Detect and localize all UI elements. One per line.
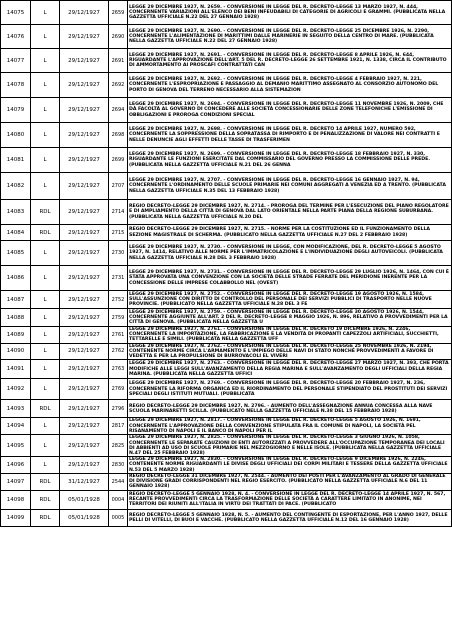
table-row xyxy=(1,148,452,173)
act-date: 29/12/1927 xyxy=(60,400,109,418)
act-date: 29/12/1927 xyxy=(60,418,109,435)
act-date: 29/12/1927 xyxy=(60,343,109,360)
table-row xyxy=(1,73,452,98)
act-description: LEGGE 29 DICEMBRE 1927, N. 2759. - CONVERSIONE IN LEGGE DEL R. DECRETO-LEGGE 30 AGOSTO 1926, N. 1544, CONCERNENTE AGGIUNTE ALL'ART. 2 DEL R. DECRETO-LEGGE 8 MAGGIO 1926, N. 896, RELATIVO A PROVVEDIMENTI PER LA CITTÀ DI GENOVA. (PUBBLICATA NELLA GAZZETTA U xyxy=(128,309,452,327)
act-date: 29/12/1927 xyxy=(60,173,109,200)
record-number: 14097 xyxy=(1,473,31,490)
act-type: RDL xyxy=(31,200,60,225)
act-date: 29/12/1927 xyxy=(60,25,109,49)
act-date: 29/12/1927 xyxy=(60,266,109,291)
record-number: 14093 xyxy=(1,400,31,418)
act-type: L xyxy=(31,309,60,327)
act-date: 29/12/1927 xyxy=(60,457,109,474)
record-number: 14078 xyxy=(1,73,31,98)
record-number: 14077 xyxy=(1,49,31,73)
act-number: 2715 xyxy=(109,225,128,241)
act-date: 29/12/1927 xyxy=(60,73,109,98)
act-type: L xyxy=(31,25,60,49)
act-type: L xyxy=(31,98,60,123)
act-description: LEGGE 29 DICEMBRE 1927, N. 2730. - CONVERSIONE IN LEGGE, CON MODIFICAZIONE, DEL R. DECRETO-LEGGE 5 AGOSTO 1927, N. 1414, RELATIVO ALLE NORME PER L'IMMATRICOLAZIONE E L'INDIVIDUAZIONE DEGLI AUTOVEICOLI. (PUBBLICATA NELLA GAZZETTA UFFICIALE N.28 DEL 3 FEBBRAIO 1928) xyxy=(128,241,452,266)
act-description: LEGGE 29 DICEMBRE 1927, N. 2694. - CONVERSIONE IN LEGGE DEL R. DECRETO-LEGGE 11 NOVEMBRE 1926, N. 2009, CHE DÀ FACOLTÀ AL GOVERNO DI CONCEDERE ALLE SOCIETÀ CONCESSIONARIE DELLE ZONE TELEFONICHE L'EMISSIONE DI OBBLIGAZIONI E PROROGA CONDIZIONI SPECIAL xyxy=(128,98,452,123)
act-number: 2659 xyxy=(109,1,128,25)
record-number: 14084 xyxy=(1,225,31,241)
act-type: L xyxy=(31,327,60,344)
record-number: 14091 xyxy=(1,360,31,379)
act-description: REGIO DECRETO-LEGGE 5 GENNAIO 1928, N. 4. - CONVERSIONE IN LEGGE DEL R. DECRETO-LEGGE 14 APRILE 1927, N. 567, RECANTE PROVVEDIMENTI CIRCA LA TRASFORMAZIONE DELLE SOCIETÀ A CARATTERE LIMITATO IN ANONIME, NEI TERRITORI DEI RIUNITI ALL'ITALIA IN VIRTÙ DEI TRATTATI DI PACE. (PUBBLICATO xyxy=(128,490,452,509)
record-number: 14089 xyxy=(1,327,31,344)
record-number: 14088 xyxy=(1,309,31,327)
act-date: 29/12/1927 xyxy=(60,360,109,379)
act-description: LEGGE 29 DICEMBRE 1927, N. 2692. - CONVERSIONE IN LEGGE DEL R. DECRETO-LEGGE 4 FEBBRAIO 1927, N. 221, CONCERNENTE L'ESPROPRIAZIONE E PASSAGGIO AL DEMANIO MARITTIMO ASSEGNATO AL CONSORZIO AUTONOMO DEL PORTO DI GENOVA DEL TERRENO NECESSARIO ALLA SISTEMAZION xyxy=(128,73,452,98)
act-type: L xyxy=(31,123,60,148)
record-number: 14085 xyxy=(1,241,31,266)
act-type: L xyxy=(31,435,60,457)
table-row xyxy=(1,173,452,200)
act-number: 2730 xyxy=(109,241,128,266)
act-type: L xyxy=(31,360,60,379)
record-number: 14075 xyxy=(1,1,31,25)
act-number: 0005 xyxy=(109,509,128,526)
act-type: RDL xyxy=(31,400,60,418)
act-type: L xyxy=(31,343,60,360)
act-type: RDL xyxy=(31,225,60,241)
act-number: 2691 xyxy=(109,49,128,73)
act-type: L xyxy=(31,241,60,266)
act-number: 2817 xyxy=(109,418,128,435)
table-row xyxy=(1,435,452,457)
act-number: 2759 xyxy=(109,309,128,327)
record-number: 14081 xyxy=(1,148,31,173)
act-description: LEGGE 29 DICEMBRE 1927, N. 2762. - CONVERSIONE IN LEGGE DEL R. DECRETO-LEGGE 25 NOVEMBRE 1926, N. 2194, CONTENENTE NORME CIRCA L'ARMAMENTO E L'IMPIEGO DELLE NAVI DI STATO NONCHÉ PROVVEDIMENTI A FAVORE DI VEDETTA E PER LA PROPULSIONE DI BURROVACOLI EL VIVERI xyxy=(128,343,452,360)
act-description: REGIO DECRETO-LEGGE 29 DICEMBRE 1927, N. 2714. - PROROGA DEL TERMINE PER L'ESECUZIONE DEL PIANO REGOLATORE E DI AMPLIAMENTO DELLA CITTÀ DI GENOVA DAL LATO ORIENTALE NELLA PARTE PIANA DELLA REGIONE SUBURBANA. (PUBBLICATA NELLA GAZZETTA UFFICIALE N.20 DEL xyxy=(128,200,452,225)
act-description: LEGGE 29 DICEMBRE 1927, N. 2830. - CONVERSIONE IN LEGGE DEL R. DECRETO-LEGGE 9 DICEMBRE 1926, N. 2246, CONTENENTE NORME RIGUARDANTI LE DIVISE DEGLI UFFICIALI DEI CORPI MILITARI E TESSERE DELLA GAZZETTA UFFICIALE N.53 DEL 5 MARZO 1928) xyxy=(128,457,452,474)
act-description: LEGGE 29 DICEMBRE 1927, N. 2763. - CONVERSIONE IN LEGGE DEL R. DECRETO-LEGGE 27 MARZO 1927, N. 393, CHE PORTA MODIFICHE ALLE LEGGI SULL'AVANZAMENTO DELLA REGIA MARINA E SULL'AVANZAMENTO DEGLI UFFICIALI DELLA REGIA MARINA. (PUBBLICATA NELLA GAZZETTA UFFICI xyxy=(128,360,452,379)
act-number: 2731 xyxy=(109,266,128,291)
record-number: 14082 xyxy=(1,173,31,200)
act-number: 2761 xyxy=(109,327,128,344)
act-number: 2763 xyxy=(109,360,128,379)
act-number: 2762 xyxy=(109,343,128,360)
act-description: LEGGE 29 DICEMBRE 1927, N. 2690. - CONVERSIONE IN LEGGE DEL R. DECRETO-LEGGE 25 DICEMBRE 1926, N. 2290, CONCERNENTE L'ALIMENTAZIONE DI MARITTIMI DALLE MARINERIE IN SEGUITO DELLA CENTRO DI MARE. (PUBBLICATA NELLA GAZZETTA UFFICIALE N.22 DEL 27 GENNAIO 1928) xyxy=(128,25,452,49)
act-number: 2692 xyxy=(109,73,128,98)
record-number: 14076 xyxy=(1,25,31,49)
act-type: L xyxy=(31,379,60,400)
act-number: 2694 xyxy=(109,98,128,123)
record-number: 14098 xyxy=(1,490,31,509)
act-type: L xyxy=(31,73,60,98)
act-number: 2825 xyxy=(109,435,128,457)
record-number: 14090 xyxy=(1,343,31,360)
act-number: 2699 xyxy=(109,148,128,173)
act-type: L xyxy=(31,291,60,309)
act-number: 2769 xyxy=(109,379,128,400)
table-row xyxy=(1,291,452,309)
table-row xyxy=(1,509,452,526)
act-description: REGIO DECRETO-LEGGE 5 GENNAIO 1928, N. 5. - AUMENTO DEL CONTINGENTE DI ESPORTAZIONE, PER L'ANNO 1927, DELLE PELLI DI VITELLI, DI BUOI E VACCHE. (PUBBLICATO NELLA GAZZETTA UFFICIALE N.12 DEL 16 GENNAIO 1928) xyxy=(128,509,452,526)
act-description: LEGGE 29 DICEMBRE 1927, N. 2817. - CONVERSIONE IN LEGGE DEL R. DECRETO-LEGGE 5 AGOSTO 1926, N. 1691, CONCERNENTE L'APPROVAZIONE DELLA CONVENZIONE STIPULATA FRA IL COMUNE DI NAPOLI, LA SOCIETÀ PEL RISANAMENTO DI NAPOLI E IL BANCO DI NAPOLI PER IL xyxy=(128,418,452,435)
act-type: RDL xyxy=(31,473,60,490)
table-row xyxy=(1,327,452,344)
laws-table-body xyxy=(1,1,452,527)
table-row xyxy=(1,400,452,418)
act-description: LEGGE 29 DICEMBRE 1927, N. 2731. - CONVERSIONE IN LEGGE DEL R. DECRETO-LEGGE 29 LUGLIO 1926, N. 1464, CON CUI È STATA APPROVATA UNA CONVENZIONE CON LA SOCIETÀ DELLE STRADE FERRATE DEL MERIDIONE INERENTE PER LA CONCESSIONE DELLE IMPRESE COLABBOLLO NEL (OVEST) xyxy=(128,266,452,291)
act-date: 31/12/1927 xyxy=(60,473,109,490)
act-type: L xyxy=(31,49,60,73)
act-description: LEGGE 29 DICEMBRE 1927, N. 2769. - CONVERSIONE IN LEGGE DEL R. DECRETO-LEGGE 20 FEBBRAIO 1927, N. 236, CONCERNENTE LA RIFORMA ORGANICA ED IL RIORDINAMENTO DEL PERSONALE STIPENDIATO DEL PROSTITUTI DEI SERVIZI SPECIALI DEGLI ISTITUTI MUTUALI. (PUBBLICATA xyxy=(128,379,452,400)
act-date: 29/12/1927 xyxy=(60,241,109,266)
act-type: L xyxy=(31,418,60,435)
table-row xyxy=(1,309,452,327)
act-description: LEGGE 29 DICEMBRE 1927, N. 2752. - CONVERSIONE IN LEGGE DEL R. DECRETO-LEGGE 19 AGOSTO 1926, N. 1584, SULL'ASSUNZIONE CON DIRITTO DI CONTROLLO DEL PERSONALE DEI SERVIZI PUBBLICI DI TRASPORTO NELLE NUOVE PROVINCIE. (PUBBLICATO NELLA GAZZETTA UFFICIALE N.28 DEL 3 FE xyxy=(128,291,452,309)
table-row xyxy=(1,25,452,49)
act-description: LEGGE 29 DICEMBRE 1927, N. 2825. - CONVERSIONE IN LEGGE DEL R. DECRETO-LEGGE 3 GIUGNO 1926, N. 1058, CONCERNENTE LE SEPARATE CAUZIONI DI ENTI AUTORIZZATI A PROVVEDERE ALL'OCCUPAZIONE TEMPORANEA DEI LOCALI DI ABBIENTI AD USO DI SCUOLE PRIMARIE NEL MEZZOGIORNO E NELLE ISOLE. (PUBBLICATA NELLA GAZZETTA UFFICIALE N.47 DEL 25 FEBBRAIO 1928) xyxy=(128,435,452,457)
act-date: 29/12/1927 xyxy=(60,309,109,327)
act-type: L xyxy=(31,1,60,25)
act-number: 2698 xyxy=(109,123,128,148)
act-number: 2544 xyxy=(109,473,128,490)
act-date: 05/01/1928 xyxy=(60,509,109,526)
act-type: RDL xyxy=(31,490,60,509)
act-type: L xyxy=(31,266,60,291)
record-number: 14079 xyxy=(1,98,31,123)
act-number: 2714 xyxy=(109,200,128,225)
act-type: RDL xyxy=(31,509,60,526)
table-row xyxy=(1,457,452,474)
act-description: LEGGE 29 DICEMBRE 1927, N. 2761. - CONVERSIONE IN LEGGE DEL R. DECRETO 19 DICEMBRE 1926, N. 2246, CONCERNENTE LA IMPORTAZIONE, LA FABBRICAZIONE E LA VENDITA DI PROPANTI CAPEZZOLI ARTIFICIALI, SUCCHIETTI, TETTARELLE E SIMILI. (PUBBLICATA NELLA GAZZETTA UFF xyxy=(128,327,452,344)
act-number: 2830 xyxy=(109,457,128,474)
table-row xyxy=(1,343,452,360)
act-type: L xyxy=(31,457,60,474)
act-date: 29/12/1927 xyxy=(60,379,109,400)
act-number: 2707 xyxy=(109,173,128,200)
act-date: 29/12/1927 xyxy=(60,123,109,148)
act-description: REGIO DECRETO-LEGGE 29 DICEMBRE 1927, N. 2796. - AUMENTO DELL'ASSEGNAZIONE ANNUA CONCESSA ALLA NAVE SCUOLA MARINARETTI SCILLA. (PUBBLICATO NELLA GAZZETTA UFFICIALE N.38 DEL 15 FEBBRAIO 1928) xyxy=(128,400,452,418)
act-date: 29/12/1927 xyxy=(60,200,109,225)
act-description: LEGGE 29 DICEMBRE 1927, N. 2698. - CONVERSIONE IN LEGGE DEL R. DECRETO 14 APRILE 1927, NUMERO 592, CONCERNENTE LA SOPPRESSIONE DELLA SOPRATASSA DI RIMPORTO E DI PENALIZZAZIONE DI VALORE NEI CONTRATTI E NELLE DENUNCIE AGLI EFFETTI DELLE TASSE DI TRASFERIMEN xyxy=(128,123,452,148)
record-number: 14096 xyxy=(1,457,31,474)
table-row xyxy=(1,360,452,379)
record-number: 14080 xyxy=(1,123,31,148)
record-number: 14099 xyxy=(1,509,31,526)
act-date: 29/12/1927 xyxy=(60,98,109,123)
act-description: LEGGE 29 DICEMBRE 1927, N. 2707. - CONVERSIONE IN LEGGE DEL R. DECRETO-LEGGE 16 GENNAIO 1927, N. 94, CONCERNENTE L'ORDINAMENTO DELLE SCUOLE PRIMARIE NEI COMUNI AGGREGATI A VENEZIA ED A TRENTO. (PUBBLICATA NELLA GAZZETTA UFFICIALE N.35 DEL 13 FEBBRAIO 1928) xyxy=(128,173,452,200)
act-number: 2752 xyxy=(109,291,128,309)
record-number: 14086 xyxy=(1,266,31,291)
act-description: LEGGE 29 DICEMBRE 1927, N. 2691. - CONVERSIONE IN LEGGE DEL R. DECRETO-LEGGE 8 APRILE 1926, N. 644, RIGUARDANTE L'APPROVAZIONE DELL'ART. 5 DEL R. DECRETO-LEGGE 26 SETTEMBRE 1921, N. 1338, CIRCA IL CONTRIBUTO DI AMMORTAMENTO AI PROSCAFI CONTRATTATI CAN xyxy=(128,49,452,73)
record-number: 14083 xyxy=(1,200,31,225)
record-number: 14087 xyxy=(1,291,31,309)
act-date: 29/12/1927 xyxy=(60,148,109,173)
act-description: LEGGE 29 DICEMBRE 1927, N. 2659. - CONVERSIONE IN LEGGE DEL R. DECRETO-LEGGE 13 MARZO 1927, N. 444, CONCERNENTE VARIAZIONI ALL'ELENCO DEI BENI INFEUDABILI DI CATEGORIE DI AGRICOLI E GRAMMI. (PUBBLICATA NELLA GAZZETTA UFFICIALE N.22 DEL 27 GENNAIO 1928) xyxy=(128,1,452,25)
table-row xyxy=(1,379,452,400)
act-date: 29/12/1927 xyxy=(60,291,109,309)
act-date: 05/01/1928 xyxy=(60,490,109,509)
record-number: 14095 xyxy=(1,435,31,457)
act-number: 2690 xyxy=(109,25,128,49)
act-description: LEGGE 29 DICEMBRE 1927, N. 2699. - CONVERSIONE IN LEGGE DEL R. DECRETO-LEGGE 18 FEBBRAIO 1927, N. 330, RIGUARDANTE LE FUNZIONI ESERCITATE DAL COMMISSARIO DEL GOVERNO PRESSO LA COMMISSIONE DELLE PREDE. (PUBBLICATA NELLA GAZZETTA UFFICIALE N.21 DEL 26 GENNA xyxy=(128,148,452,173)
act-date: 29/12/1927 xyxy=(60,435,109,457)
table-row xyxy=(1,473,452,490)
act-type: L xyxy=(31,173,60,200)
table-row xyxy=(1,266,452,291)
act-date: 29/12/1927 xyxy=(60,327,109,344)
act-date: 29/12/1927 xyxy=(60,225,109,241)
table-row xyxy=(1,200,452,225)
table-row xyxy=(1,225,452,241)
act-number: 0004 xyxy=(109,490,128,509)
act-date: 29/12/1927 xyxy=(60,49,109,73)
table-row xyxy=(1,241,452,266)
act-number: 2796 xyxy=(109,400,128,418)
table-row xyxy=(1,49,452,73)
table-row xyxy=(1,1,452,25)
table-row xyxy=(1,98,452,123)
act-description: REGIO DECRETO-LEGGE 29 DICEMBRE 1927, N. 2715. - NORME PER LA COSTITUZIONE ED IL FUNZIONAMENTO DELLA SEZIONE MAGISTRALE DI SCHERMA. (PUBBLICATO NELLA GAZZETTA UFFICIALE N.27 DEL 2 FEBBRAIO 1928) xyxy=(128,225,452,241)
act-description: REGIO DECRETO-LEGGE 31 DICEMBRE 1927, N. 2544. - AUMENTO DEI POSTI PER L'AVANZAMENTO AL GRADO DI GENERALE DI DIVISIONE GRADI CORRISPONDENTI NEL REGIO ESERCITO. (PUBBLICATO NELLA GAZZETTA UFFICIALE N.6 DEL 11 GENNAIO 1928) xyxy=(128,473,452,490)
table-row xyxy=(1,123,452,148)
record-number: 14094 xyxy=(1,418,31,435)
record-number: 14092 xyxy=(1,379,31,400)
act-type: L xyxy=(31,148,60,173)
table-row xyxy=(1,490,452,509)
act-date: 29/12/1927 xyxy=(60,1,109,25)
table-row xyxy=(1,418,452,435)
